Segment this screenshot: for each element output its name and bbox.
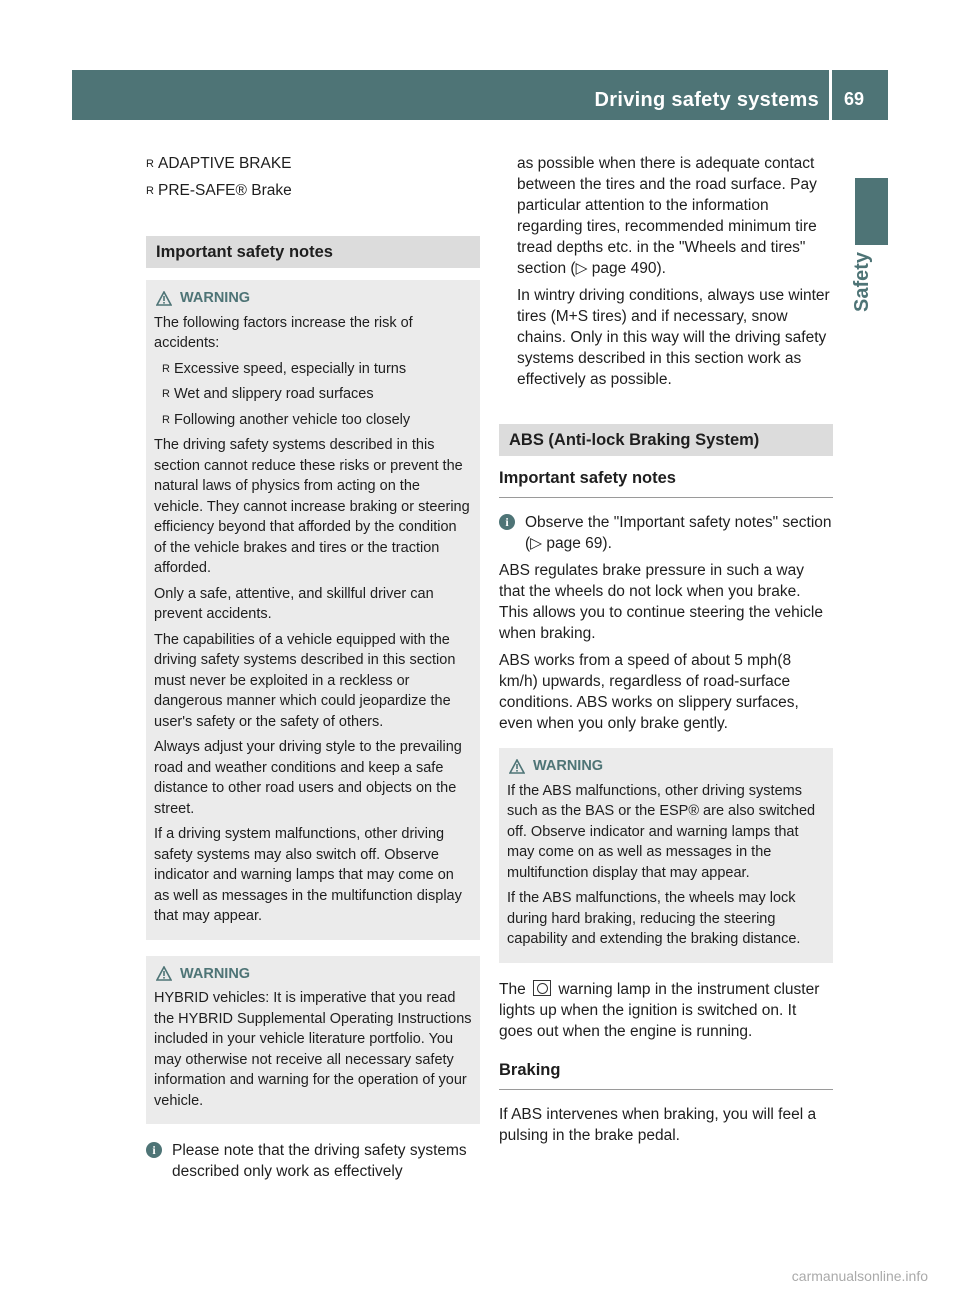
warning-title: WARNING — [533, 758, 604, 774]
page-header — [72, 70, 888, 120]
body-text: If ABS intervenes when braking, you will feel a pulsing in the brake pedal. — [499, 1105, 817, 1144]
list-item: R PRE-SAFE® Brake — [146, 182, 292, 199]
warning-title: WARNING — [180, 290, 251, 306]
section-heading: ABS (Anti-lock Braking System) — [499, 424, 833, 456]
warning-box — [499, 748, 833, 963]
sub-heading: Braking — [499, 1060, 833, 1090]
warning-title: WARNING — [180, 965, 251, 982]
warning-box — [146, 280, 480, 940]
right-column — [499, 153, 833, 1152]
list-item: R Wet and slippery road surfaces — [162, 386, 374, 402]
list-item: R Following another vehicle too closely — [162, 411, 411, 428]
list-item: R ADAPTIVE BRAKE — [146, 155, 292, 172]
body-text: ABS regulates brake pressure in such a way that the wheels do not lock when you brake. This allows you to continue steering the vehicle when braking. — [499, 562, 823, 642]
warning-text: The following factors increase the risk of accidents: — [154, 314, 413, 351]
side-tab-label: Safety — [851, 252, 873, 313]
info-note: i Observe the "Important safety notes" section (▷ page 69). — [499, 512, 833, 554]
warning-text: If a driving system malfunctions, other driving safety systems may also switch off. Observe indicator and warning lamps that may come on as well as messages in the multifunction display that may appear. — [154, 826, 462, 924]
info-icon: i — [499, 514, 515, 530]
warning-box — [146, 956, 480, 1125]
body-text: The warning lamp in the instrument cluster lights up when the ignition is switched on. It goes out when the engine is running. — [499, 980, 820, 1040]
info-continued: In wintry driving conditions, always use winter tires (M+S tires) and if necessary, snow chains. Only in this way will the driving safety systems described in this section work as effectively as possible. — [517, 287, 830, 388]
abs-warning-lamp-icon — [533, 980, 551, 996]
sub-heading: Important safety notes — [499, 468, 833, 498]
warning-text: If the ABS malfunctions, the wheels may lock during hard braking, reducing the steering capability and extending the braking distance. — [507, 890, 801, 947]
list-item: R Excessive speed, especially in turns — [162, 360, 407, 377]
page-number: 69 — [844, 89, 865, 109]
warning-text: HYBRID vehicles: It is imperative that you read the HYBRID Supplemental Operating Instructions included in your vehicle literature portfolio. You may otherwise not receive all necessary safety information and warning for the operation of your vehicle. — [154, 990, 472, 1109]
warning-text: The driving safety systems described in this section cannot reduce these risks or prevent the natural laws of physics from acting on the vehicle. They cannot increase braking or steering efficiency beyond that afforded by the condition of the vehicle brakes and tires or the traction afforded. — [154, 437, 470, 576]
info-icon: i — [146, 1142, 162, 1158]
warning-triangle-icon — [156, 966, 172, 981]
warning-text: If the ABS malfunctions, other driving systems such as the BAS or the ESP® are also switched off. Observe indicator and warning lamps that may come on as well as messages in the multifunction display that may appear. — [507, 782, 816, 881]
info-note: i Please note that the driving safety systems described only work as effectively — [146, 1140, 480, 1182]
body-text: ABS works from a speed of about 5 mph(8 km/h) upwards, regardless of road-surface conditions. ABS works on slippery surfaces, even when you only brake gently. — [499, 652, 799, 732]
section-heading: Important safety notes — [146, 236, 480, 268]
footer-watermark: carmanualsonline.info — [791, 1268, 928, 1284]
warning-triangle-icon — [156, 291, 172, 306]
info-continued: as possible when there is adequate contact between the tires and the road surface. Pay particular attention to the information regarding tires, recommended minimum tire tread depths etc. in the "Wheels and tires" section (▷ page 490). — [517, 155, 817, 277]
warning-text: The capabilities of a vehicle equipped with the driving safety systems described in this section must never be exploited in a reckless or dangerous manner which could jeopardize the user's safety or the safety of others. — [154, 631, 456, 730]
side-tab-block — [855, 178, 888, 245]
warning-triangle-icon — [509, 759, 525, 774]
warning-text: Always adjust your driving style to the prevailing road and weather conditions and keep a safe distance to other road users and objects on the street. — [154, 739, 462, 817]
chapter-title: Driving safety systems — [594, 89, 819, 111]
left-column — [146, 153, 480, 1188]
warning-text: Only a safe, attentive, and skillful driver can prevent accidents. — [154, 585, 434, 622]
